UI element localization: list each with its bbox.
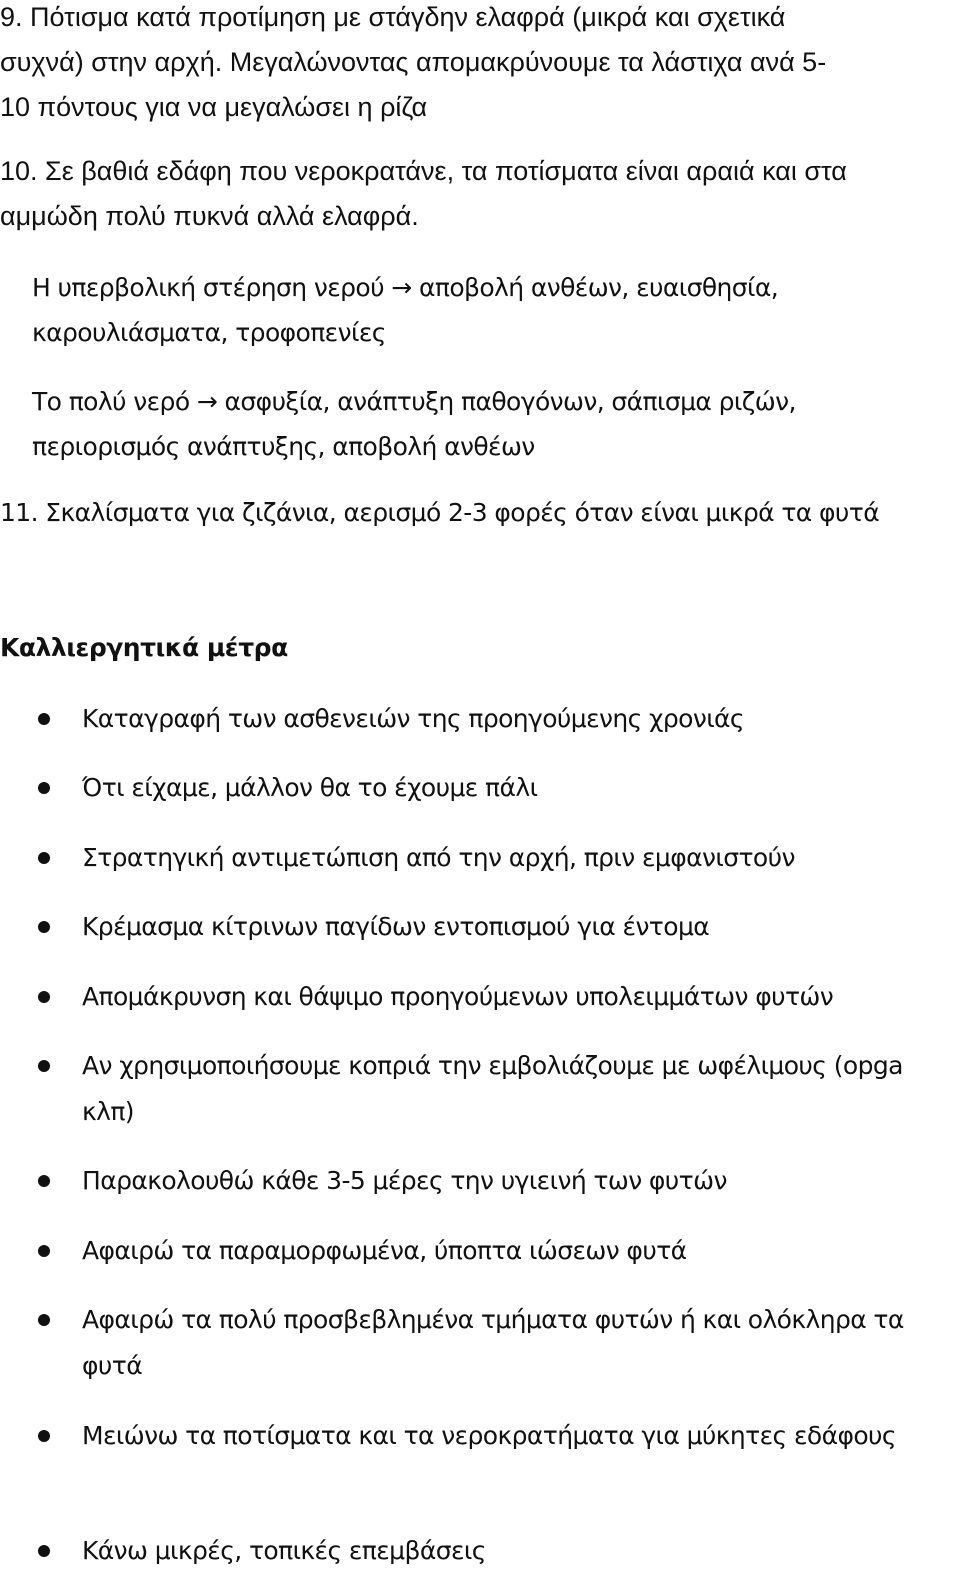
bullet-icon	[38, 991, 50, 1003]
list-item-text: Αφαιρώ τα πολύ προσβεβλημένα τμήματα φυτών ή και ολόκληρα τα φυτά	[82, 1305, 904, 1380]
list-item-text: Μειώνω τα ποτίσματα και τα νεροκρατήματα για μύκητες εδάφους	[82, 1421, 896, 1450]
item-10-line-2: αμμώδη πολύ πυκνά αλλά ελαφρά.	[0, 201, 419, 231]
item-10-line-1: 10. Σε βαθιά εδάφη που νεροκρατάνε, τα ποτίσματα είναι αραιά και στα	[0, 156, 847, 186]
list-item-text: Απομάκρυνση και θάψιμο προηγούμενων υπολειμμάτων φυτών	[82, 982, 834, 1011]
bullet-icon	[38, 1430, 50, 1442]
excess-water-line-1: Το πολύ νερό → ασφυξία, ανάπτυξη παθογόνων, σάπισμα ριζών,	[32, 387, 796, 416]
section-title: Καλλιεργητικά μέτρα	[0, 633, 288, 662]
list-item-text: Αφαιρώ τα παραμορφωμένα, ύποπτα ιώσεων φυτά	[82, 1236, 687, 1265]
bullet-icon	[38, 1060, 50, 1072]
list-item-text: Κάνω μικρές, τοπικές επεμβάσεις	[82, 1536, 486, 1565]
item-9-line-2: συχνά) στην αρχή. Μεγαλώνοντας απομακρύνουμε τα λάστιχα ανά 5-	[0, 47, 827, 77]
bullet-icon	[38, 852, 50, 864]
excess-water-line-2: περιορισμός ανάπτυξης, αποβολή ανθέων	[32, 432, 535, 461]
list-item-text: Παρακολουθώ κάθε 3-5 μέρες την υγιεινή των φυτών	[82, 1166, 727, 1195]
list-item-text: Καταγραφή των ασθενειών της προηγούμενης χρονιάς	[82, 704, 745, 733]
drought-effects-line-1: Η υπερβολική στέρηση νερού → αποβολή ανθέων, ευαισθησία,	[32, 273, 779, 302]
bullet-icon	[38, 921, 50, 933]
bullet-icon	[38, 1314, 50, 1326]
drought-effects-line-2: καρουλιάσματα, τροφοπενίες	[32, 318, 386, 347]
bullet-icon	[38, 1245, 50, 1257]
list-item-text: Ότι είχαμε, μάλλον θα το έχουμε πάλι	[82, 773, 538, 802]
list-item-text: Κρέμασμα κίτρινων παγίδων εντοπισμού για έντομα	[82, 912, 710, 941]
item-9-line-1: 9. Πότισμα κατά προτίμηση με στάγδην ελαφρά (μικρά και σχετικά	[0, 2, 786, 32]
item-9-line-3: 10 πόντους για να μεγαλώσει η ρίζα	[0, 92, 428, 122]
bullet-icon	[38, 782, 50, 794]
list-item-text: Στρατηγική αντιμετώπιση από την αρχή, πριν εμφανιστούν	[82, 843, 795, 872]
item-11: 11. Σκαλίσματα για ζιζάνια, αερισμό 2-3 φορές όταν είναι μικρά τα φυτά	[0, 498, 880, 527]
bullet-icon	[38, 713, 50, 725]
bullet-icon	[38, 1545, 50, 1557]
list-item-text: Αν χρησιμοποιήσουμε κοπριά την εμβολιάζουμε με ωφέλιμους (opga κλπ)	[82, 1051, 903, 1126]
bullet-icon	[38, 1175, 50, 1187]
